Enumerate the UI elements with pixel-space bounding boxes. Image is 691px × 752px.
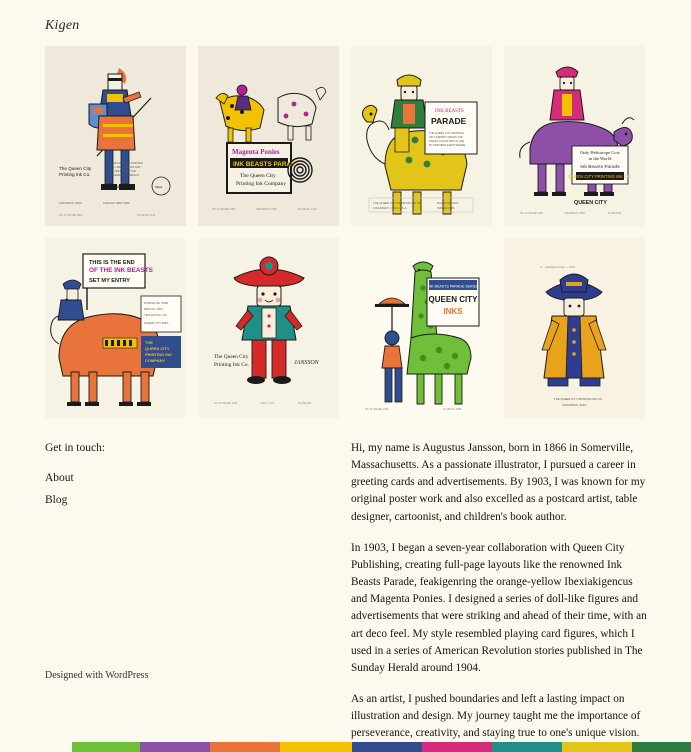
gallery-item-poster-blue-gold-figure[interactable] xyxy=(504,238,645,418)
gallery-item-poster-heliotrope-cow[interactable] xyxy=(504,46,645,226)
svg-text:SOME DAY YOUR PRINTER: SOME DAY YOUR PRINTER xyxy=(109,162,143,165)
color-segment xyxy=(0,742,72,752)
svg-text:CINCINNATI, OHIO: CINCINNATI, OHIO xyxy=(256,208,277,211)
svg-text:Printing Ink Company: Printing Ink Company xyxy=(236,181,287,187)
svg-text:A — Exhibition Poster — 1906: A — Exhibition Poster — 1906 xyxy=(540,266,575,269)
gallery-item-poster-red-hat-doll[interactable] xyxy=(198,238,339,418)
svg-text:CINCINNATI, OHIO: CINCINNATI, OHIO xyxy=(562,403,587,407)
color-segment xyxy=(632,742,691,752)
svg-text:CINCINNATI, OHIO, U.S.A.: CINCINNATI, OHIO, U.S.A. xyxy=(373,206,408,210)
color-segment xyxy=(140,742,210,752)
nav-link-blog[interactable]: Blog xyxy=(45,493,68,506)
svg-text:PRINTING INK: PRINTING INK xyxy=(145,352,173,357)
svg-text:THIS IS THE END: THIS IS THE END xyxy=(89,260,135,266)
svg-text:PLATE 4512: PLATE 4512 xyxy=(608,212,622,215)
svg-text:THE QUEEN CITY PRINTING INK CO: THE QUEEN CITY PRINTING INK CO. xyxy=(373,201,422,205)
bio-paragraph-2: In 1903, I began a seven-year collaboration with Queen City Publishing, creating full-page layouts like the renowned Ink Beasts Parade, feakigenring the orange-yellow Ibexiakigencus and Magenta Ponies. I designed a series of doll-like figures and advertisements that were striking and ahead of their time, with an art deco feel. My style resembled playing card figures, which I used in a series of American Revolution stories published in The Sunday Herald around 1904. xyxy=(351,541,647,674)
svg-text:PLATE 4331: PLATE 4331 xyxy=(298,402,312,405)
color-segment xyxy=(72,742,140,752)
svg-text:INK COMPANY MAKES THE: INK COMPANY MAKES THE xyxy=(429,136,463,139)
gallery-item-poster-knight-rider[interactable] xyxy=(45,46,186,226)
poster-gallery xyxy=(45,46,647,418)
svg-text:Printing Ink Co.: Printing Ink Co. xyxy=(59,172,91,177)
footer-contact-block xyxy=(45,440,295,513)
svg-text:BY PRINTERS EVERYWHERE: BY PRINTERS EVERYWHERE xyxy=(429,144,466,147)
svg-text:CINCINNATI, OHIO: CINCINNATI, OHIO xyxy=(564,212,585,215)
svg-text:PLATE NO. 4688: PLATE NO. 4688 xyxy=(443,408,462,411)
svg-text:CINCINNATI, OHIO: CINCINNATI, OHIO xyxy=(59,202,82,205)
color-segment xyxy=(280,742,352,752)
svg-text:DIFFERENCE IN RESULT: DIFFERENCE IN RESULT xyxy=(109,174,140,177)
svg-text:JANSSON: JANSSON xyxy=(294,360,319,366)
svg-text:PARADE: PARADE xyxy=(431,116,467,126)
svg-text:in the World: in the World xyxy=(588,156,612,161)
credit-link-wordpress[interactable]: WordPress xyxy=(105,670,149,681)
svg-text:PLATE NO. 4219: PLATE NO. 4219 xyxy=(298,208,317,211)
svg-text:Ink Beasts Parade: Ink Beasts Parade xyxy=(580,164,620,169)
site-title[interactable]: Kigen xyxy=(45,18,80,33)
svg-text:QUEEN CITY: QUEEN CITY xyxy=(428,295,478,304)
svg-text:NO. 51 ISSUED 1908: NO. 51 ISSUED 1908 xyxy=(365,408,389,411)
color-segment xyxy=(562,742,632,752)
svg-text:INKS: INKS xyxy=(443,307,463,316)
svg-text:WILL USE OUR INKS AND: WILL USE OUR INKS AND xyxy=(109,166,141,169)
gallery-item-poster-yellow-doll-dinosaur[interactable] xyxy=(351,46,492,226)
svg-text:INK BEASTS PARADE: INK BEASTS PARADE xyxy=(233,161,300,168)
svg-text:Only Heliotrope Cow: Only Heliotrope Cow xyxy=(580,150,620,155)
svg-text:SET MY ENTRY: SET MY ENTRY xyxy=(89,278,131,284)
svg-text:OHIO, U.S.A.: OHIO, U.S.A. xyxy=(260,402,275,405)
svg-text:THE QUEEN CITY PRINTING: THE QUEEN CITY PRINTING xyxy=(429,132,464,135)
svg-text:NO. 44 ISSUED 1907: NO. 44 ISSUED 1907 xyxy=(520,212,544,215)
svg-text:RED NO. 2004: RED NO. 2004 xyxy=(144,307,163,311)
svg-text:The Queen City: The Queen City xyxy=(214,354,249,360)
svg-text:PLATE NO. 4407: PLATE NO. 4407 xyxy=(437,201,459,205)
svg-text:QUEEN CITY: QUEEN CITY xyxy=(145,346,170,351)
svg-text:NO. 27 ISSUED 1905: NO. 27 ISSUED 1905 xyxy=(59,214,83,217)
svg-text:OF THE INK BEASTS: OF THE INK BEASTS xyxy=(89,267,153,274)
svg-text:QUEEN CITY PRINTING INK CO.: QUEEN CITY PRINTING INK CO. xyxy=(568,174,632,179)
site-credit xyxy=(45,670,148,681)
nav-link-about[interactable]: About xyxy=(45,471,74,484)
bottom-color-bar xyxy=(0,742,691,752)
svg-text:YELLOW NO. 115: YELLOW NO. 115 xyxy=(144,313,167,317)
svg-text:QUEEN CITY: QUEEN CITY xyxy=(574,200,607,206)
bio-paragraph-3: As an artist, I pushed boundaries and left a lasting impact on illustration and design. My journey taught me the importance of perseverance, creativity, and staying true to one's unique vision. xyxy=(351,693,641,740)
get-in-touch-label: Get in touch: xyxy=(45,442,106,454)
svg-text:SEAL: SEAL xyxy=(155,185,163,189)
svg-text:NO. 31 ISSUED 1906: NO. 31 ISSUED 1906 xyxy=(212,208,236,211)
svg-text:INK BEASTS PARADE SERIES: INK BEASTS PARADE SERIES xyxy=(427,284,479,289)
svg-text:FINEST COLOR INKS IN USE: FINEST COLOR INKS IN USE xyxy=(429,140,465,143)
svg-text:NO. 38 ISSUED 1905: NO. 38 ISSUED 1905 xyxy=(214,402,238,405)
color-segment xyxy=(210,742,280,752)
svg-text:YOU WILL KNOW THE: YOU WILL KNOW THE xyxy=(109,170,136,173)
gallery-item-poster-magenta-ponies[interactable] xyxy=(198,46,339,226)
bio-paragraph-1: Hi, my name is Augustus Jansson, born in 1866 in Somerville, Massachusetts. As a passionate illustrator, I pursued a career in greeting cards and advertisements. By 1903, I was known for my original poster work and also excelled as a postcard artist, table designer, cartoonist, and children's book author. xyxy=(351,442,646,523)
gallery-item-poster-orange-boar-end-of-ink-beasts[interactable] xyxy=(45,238,186,418)
svg-text:PLATE NO. 4121: PLATE NO. 4121 xyxy=(137,214,156,217)
svg-text:Magenta Ponies: Magenta Ponies xyxy=(232,148,280,156)
svg-text:Jansson: Jansson xyxy=(107,185,124,190)
svg-text:INK BEASTS: INK BEASTS xyxy=(435,109,464,114)
svg-text:Printing Ink Co.: Printing Ink Co. xyxy=(214,362,249,368)
svg-text:The Queen City: The Queen City xyxy=(59,166,92,171)
color-segment xyxy=(422,742,492,752)
color-segment xyxy=(492,742,562,752)
svg-text:PURPLE NO. 5338: PURPLE NO. 5338 xyxy=(144,301,168,305)
svg-text:COMPANY: COMPANY xyxy=(145,358,166,363)
color-segment xyxy=(352,742,422,752)
svg-text:ISSUED 1906: ISSUED 1906 xyxy=(437,206,455,210)
gallery-item-poster-green-giraffe-queen-city-inks[interactable] xyxy=(351,238,492,418)
svg-text:QUEEN CITY INKS: QUEEN CITY INKS xyxy=(144,321,169,325)
svg-text:THE: THE xyxy=(145,340,153,345)
svg-text:THE QUEEN CITY PRINTING INK CO: THE QUEEN CITY PRINTING INK CO. xyxy=(554,397,603,401)
svg-text:CHICAGO NEW YORK: CHICAGO NEW YORK xyxy=(103,202,130,205)
svg-text:The Queen City: The Queen City xyxy=(240,173,276,179)
credit-prefix: Designed with xyxy=(45,670,106,681)
bio-text xyxy=(351,440,647,743)
